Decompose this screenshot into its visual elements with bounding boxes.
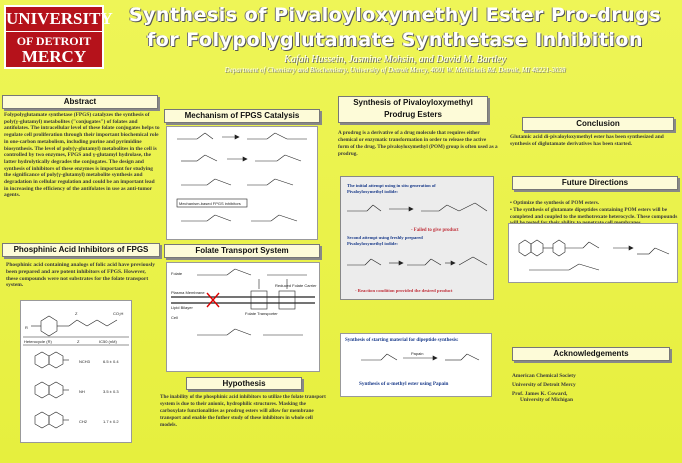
phosphinic-body: Phosphinic acid containing analogs of folic acid have previously been prepared and are potent inhibitors of FPGS. However, these compounds were not substrates for the folate transport system. bbox=[6, 262, 156, 289]
future-svg bbox=[509, 224, 677, 282]
papain-reagent: Papain bbox=[411, 351, 424, 356]
row-2-ic50: 3.5 ± 0.3 bbox=[103, 389, 119, 394]
affiliation: Department of Chemistry and Biochemistry, University of Detroit Mercy, 4001 W. McNichols Rd. Detroit, MI 48221-3038 bbox=[224, 66, 566, 74]
authors: Kafah Hussein, Jasmine Mohsin, and David M. Bartley bbox=[284, 54, 506, 65]
label-plasma-membrane: Plasma Membrane bbox=[171, 290, 205, 295]
hypothesis-body: The inability of the phosphinic acid inhibitors to utilize the folate transport system is due to their anionic, hydrophilic structures. Masking the carboxylate functionalities as prodrug esters will allow for membrane transport and enable the futher study of these inhibitors in whole cell models. bbox=[160, 394, 326, 428]
synthesis-step-1: The initial attempt using in situ generation of Pivaloyloxymethyl iodide: bbox=[347, 183, 436, 194]
university-logo bbox=[4, 5, 113, 69]
svg-text:Z: Z bbox=[75, 311, 78, 316]
row-3-z: CH2 bbox=[79, 419, 88, 424]
label-lipid-bilayer: Lipid Bilayer bbox=[171, 305, 193, 310]
synthesis-fail: - Failed to give product bbox=[411, 228, 459, 233]
mechanism-heading: Mechanism of FPGS Catalysis bbox=[164, 109, 320, 123]
poster-title bbox=[110, 3, 680, 53]
synthesis-heading-line-2: Prodrug Esters bbox=[384, 110, 442, 119]
col-header-heterocycle: Heterocycle (R) bbox=[24, 339, 52, 344]
transport-svg bbox=[167, 263, 319, 371]
row-1-z: NCH3 bbox=[79, 359, 90, 364]
logo-line-2: OF DETROIT bbox=[6, 31, 102, 48]
future-heading: Future Directions bbox=[512, 176, 678, 190]
col-header-z: Z bbox=[77, 339, 80, 344]
label-reduced-folate-carrier: Reduced Folate Carrier bbox=[275, 283, 317, 288]
svg-text:CO₂H: CO₂H bbox=[113, 311, 124, 316]
inhibitor-structure-svg bbox=[21, 301, 131, 442]
acknowledgements-heading: Acknowledgements bbox=[512, 347, 670, 361]
title-line-1: Synthesis of Pivaloyloxymethyl Ester Pro-drugs bbox=[128, 4, 662, 26]
logo-line-1: UNIVERSITY bbox=[6, 9, 113, 28]
transport-heading: Folate Transport System bbox=[164, 244, 320, 258]
conclusion-heading: Conclusion bbox=[522, 117, 674, 131]
title-line-2: for Folypolyglutamate Synthetase Inhibition bbox=[147, 29, 643, 51]
dipeptide-title: Synthesis of starting material for dipeptide synthesis: bbox=[345, 338, 459, 343]
synthesis-success: - Reaction condition provided the desired product bbox=[355, 288, 453, 293]
future-item-1: • Optimize the synthesis of POM esters. bbox=[510, 200, 600, 206]
mechanism-diagram bbox=[166, 126, 318, 240]
synthesis-scheme bbox=[340, 176, 494, 300]
synthesis-reactions-svg bbox=[341, 177, 493, 299]
row-1-ic50: 6.5 ± 0.4 bbox=[103, 359, 119, 364]
ack-item-4: University of Michigan bbox=[520, 397, 574, 403]
transport-diagram bbox=[166, 262, 320, 372]
label-folate-transporter: Folate Transporter bbox=[245, 311, 278, 316]
dipeptide-caption: Synthesis of α-methyl ester using Papain bbox=[359, 381, 449, 387]
future-item-2: • The synthesis of glutamate dipeptides containing POM esters will be completed and coupled to the methotrexate heterocycle. These compounds bbox=[510, 206, 678, 220]
future-scheme bbox=[508, 223, 678, 283]
dipeptide-scheme bbox=[340, 333, 492, 397]
ack-item-3: Prof. James K. Coward, bbox=[512, 391, 568, 397]
conclusion-body: Glutamic acid di-pivaloyloxymethyl ester has been synthesized and synthesis of diglutamate derivatives has been started. bbox=[510, 134, 664, 147]
inhibitor-table bbox=[20, 300, 132, 443]
synthesis-heading-line-1: Synthesis of Pivaloyloxymethyl bbox=[353, 98, 473, 107]
synthesis-body: A prodrug is a derivative of a drug molecule that requires either chemical or enzymatic transformation in order to release the active form of the drug. The pivaloyloxymethyl (POM) group is often used as a prodrug. bbox=[338, 130, 498, 157]
svg-text:R: R bbox=[25, 325, 28, 330]
abstract-heading: Abstract bbox=[2, 95, 158, 109]
hypothesis-heading: Hypothesis bbox=[186, 377, 302, 390]
synthesis-step-2: Second attempt using freshly prepared Pivaloyloxymethyl iodide: bbox=[347, 235, 423, 246]
label-folate: Folate bbox=[171, 271, 183, 276]
mechanism-box-label: Mechanism-based FPGS inhibitors bbox=[179, 201, 241, 206]
label-cell: Cell bbox=[171, 315, 178, 320]
col-header-ic50: IC50 (nM) bbox=[99, 339, 117, 344]
abstract-body: Folypolyglutamate synthetase (FPGS) catalyzes the synthesis of poly(γ-glutamyl) metabolites ("conjugates") of folates and antifolates. The intracellular level of these folate conjugates helps to regulate cell proliferation through their important biochemical role in one-carbon metabolism, including purine and pyrimidine biosynthesis. The level of poly(γ-glutamyl) metabolites in the cell is controlled by two enzymes, FPGS and γ-glutamyl hydrolase, the latter hydrolytically degrades the conjugates. The design and synthesis of inhibitors of these enzymes is important for studying the significance of poly(γ-glutamyl) metabolite synthesis and degradation in cellular regulation and could be an important lead in increasing the efficiency of the antifolates in use as anti-tumor agents. bbox=[4, 112, 160, 199]
phosphinic-heading: Phosphinic Acid Inhibitors of FPGS bbox=[2, 243, 160, 257]
ack-item-1: American Chemical Society bbox=[512, 373, 576, 379]
logo-line-3: MERCY bbox=[21, 47, 87, 66]
mechanism-svg bbox=[167, 127, 317, 239]
row-2-z: NH bbox=[79, 389, 85, 394]
acknowledgements-list bbox=[512, 372, 672, 405]
synthesis-heading bbox=[338, 96, 488, 123]
ack-item-2: University of Detroit Mercy bbox=[512, 382, 576, 388]
row-3-ic50: 1.7 ± 0.2 bbox=[103, 419, 119, 424]
